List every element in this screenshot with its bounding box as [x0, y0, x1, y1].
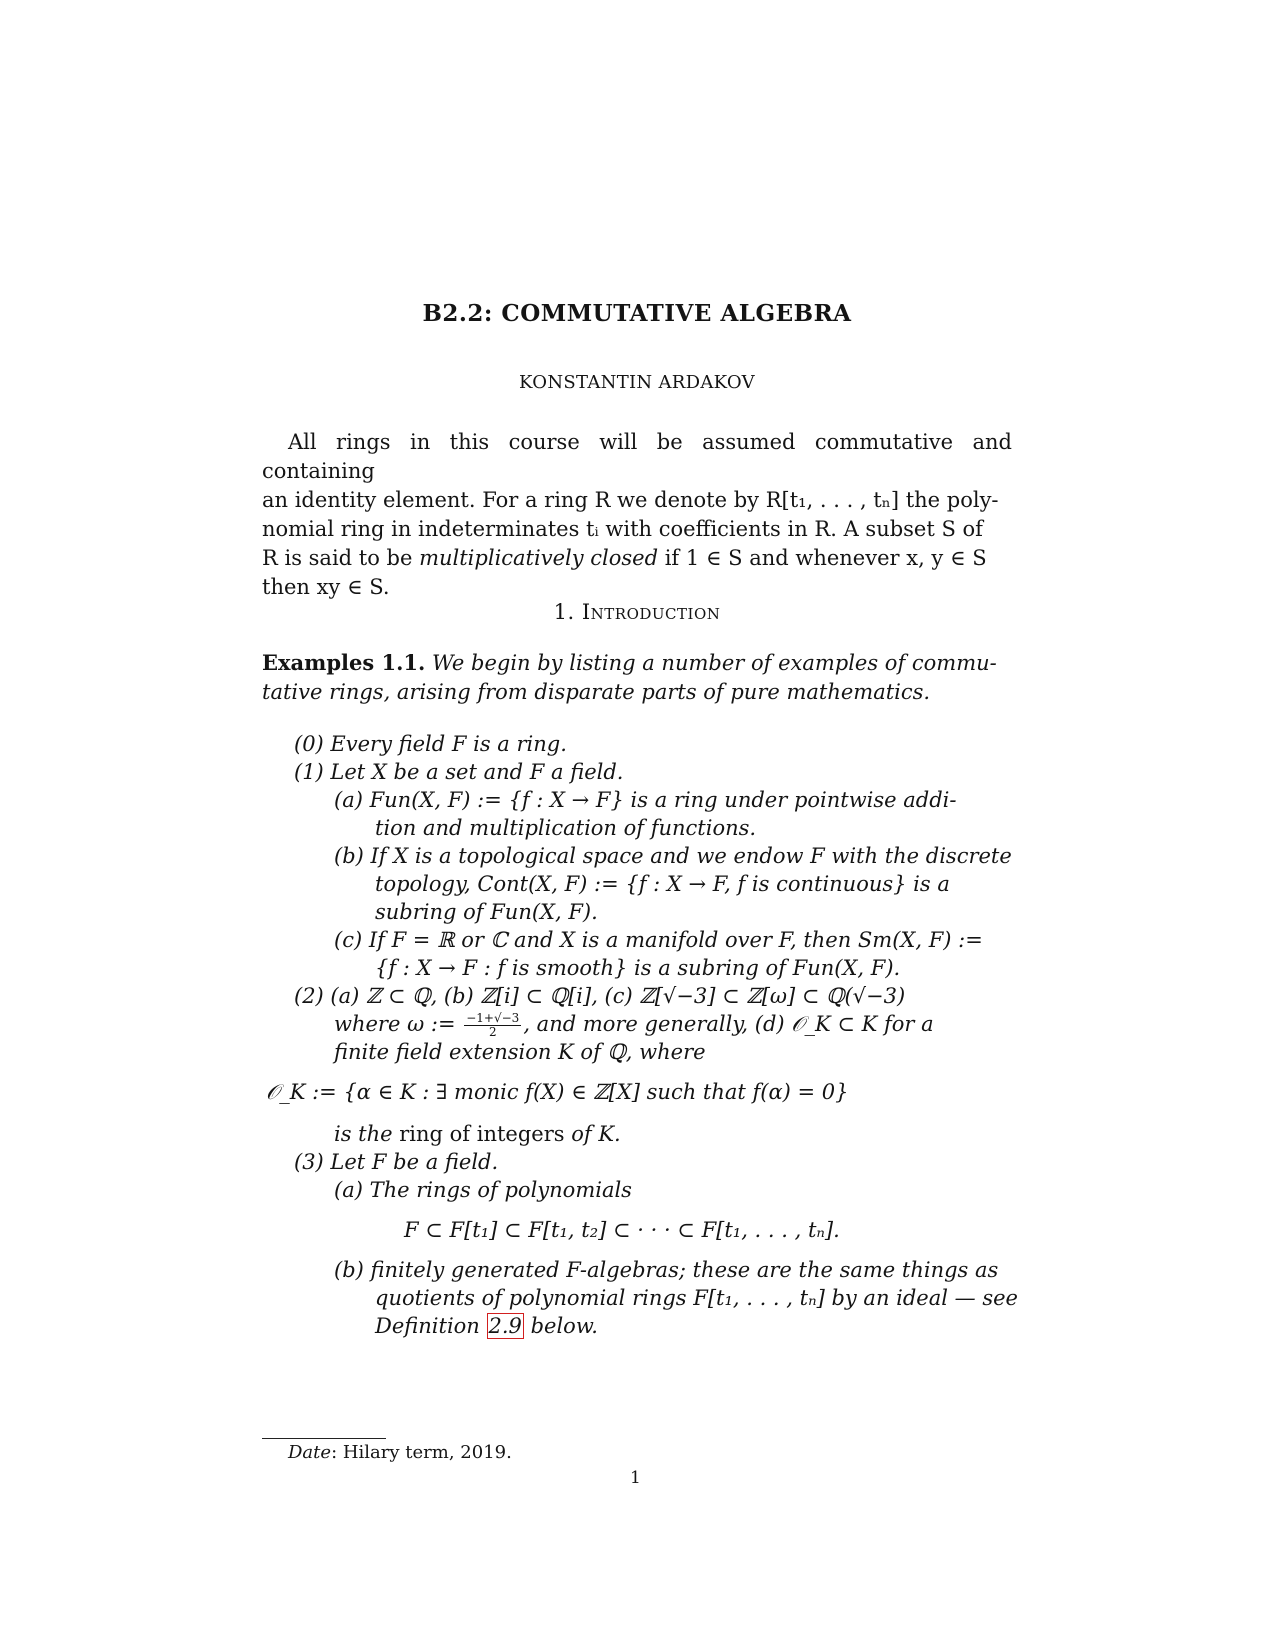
abstract-line: then xy ∈ S. [262, 575, 390, 599]
list-item: subring of Fun(X, F). [375, 900, 598, 924]
footnote-rule [262, 1438, 386, 1439]
ring-text: of K. [564, 1122, 621, 1146]
abstract-line: nomial ring in indeterminates tᵢ with coefficients in R. A subset S of [262, 517, 983, 541]
list-item: (0) Every field F is a ring. [294, 732, 567, 756]
omega-fraction [464, 1012, 521, 1039]
section-number: 1. [553, 600, 575, 624]
list-item: tion and multiplication of functions. [375, 816, 757, 840]
display-equation: 𝒪_K := {α ∈ K : ∃ monic f(X) ∈ ℤ[X] such that f(α) = 0} [266, 1080, 849, 1104]
list-item: quotients of polynomial rings F[t₁, . . . , tₙ] by an ideal — see [375, 1286, 1018, 1310]
section-heading [262, 600, 1012, 624]
footnote [288, 1442, 512, 1463]
abstract-line [262, 544, 1012, 573]
list-item: (3) Let F be a field. [294, 1150, 499, 1174]
definition-link[interactable]: 2.9 [488, 1314, 522, 1338]
examples-intro [262, 648, 1012, 707]
list-item: (b) If X is a topological space and we endow F with the discrete [334, 844, 1012, 868]
page-number: 1 [630, 1468, 641, 1488]
item-text: below. [523, 1314, 598, 1338]
abstract-line: an identity element. For a ring R we denote by R[t₁, . . . , tₙ] the poly- [262, 488, 999, 512]
fraction-numerator: −1+√−3 [466, 1011, 520, 1025]
defined-term: ring of integers [399, 1122, 565, 1146]
omega-rest: , and more generally, (d) 𝒪_K ⊂ K for a [523, 1012, 934, 1036]
list-item: (1) Let X be a set and F a field. [294, 760, 624, 784]
section-title: Introduction [581, 600, 721, 624]
list-item [334, 1012, 934, 1039]
list-item [334, 1122, 621, 1146]
list-item: (a) The rings of polynomials [334, 1178, 632, 1202]
paper-title: B2.2: COMMUTATIVE ALGEBRA [422, 300, 852, 327]
fraction-denominator: 2 [488, 1025, 497, 1039]
examples-line: tative rings, arising from disparate parts of pure mathematics. [262, 680, 931, 704]
list-item: (b) finitely generated F-algebras; these are the same things as [334, 1258, 999, 1282]
abstract-text: R is said to be [262, 546, 420, 570]
footnote-text: : Hilary term, 2019. [331, 1442, 512, 1463]
item-text: Definition [375, 1314, 487, 1338]
abstract-text: if 1 ∈ S and whenever x, y ∈ S [658, 546, 987, 570]
list-item: (2) (a) ℤ ⊂ ℚ, (b) ℤ[i] ⊂ ℚ[i], (c) ℤ[√−3] ⊂ ℤ[ω] ⊂ ℚ(√−3) [294, 984, 906, 1008]
omega-def: where ω := [334, 1012, 456, 1036]
list-item: topology, Cont(X, F) := {f : X → F, f is continuous} is a [375, 872, 950, 896]
author-name: KONSTANTIN ARDAKOV [519, 372, 755, 393]
abstract-line: All rings in this course will be assumed commutative and containing [262, 430, 1012, 483]
footnote-label: Date [288, 1442, 332, 1463]
emphasis-term: multiplicatively closed [419, 546, 659, 570]
list-item: {f : X → F : f is smooth} is a subring of Fun(X, F). [375, 956, 901, 980]
list-item: (a) Fun(X, F) := {f : X → F} is a ring under pointwise addi- [334, 788, 957, 812]
examples-line [262, 648, 1012, 678]
examples-heading: Examples 1.1. [262, 650, 426, 675]
list-item: (c) If F = ℝ or ℂ and X is a manifold over F, then Sm(X, F) := [334, 928, 983, 952]
display-equation: F ⊂ F[t₁] ⊂ F[t₁, t₂] ⊂ · · · ⊂ F[t₁, . . . , tₙ]. [404, 1218, 840, 1242]
abstract-paragraph [262, 428, 1012, 602]
examples-intro-text: We begin by listing a number of examples of commu- [425, 651, 997, 675]
list-item: finite field extension K of ℚ, where [334, 1040, 706, 1064]
ring-text: is the [334, 1122, 400, 1146]
list-item [375, 1314, 598, 1338]
